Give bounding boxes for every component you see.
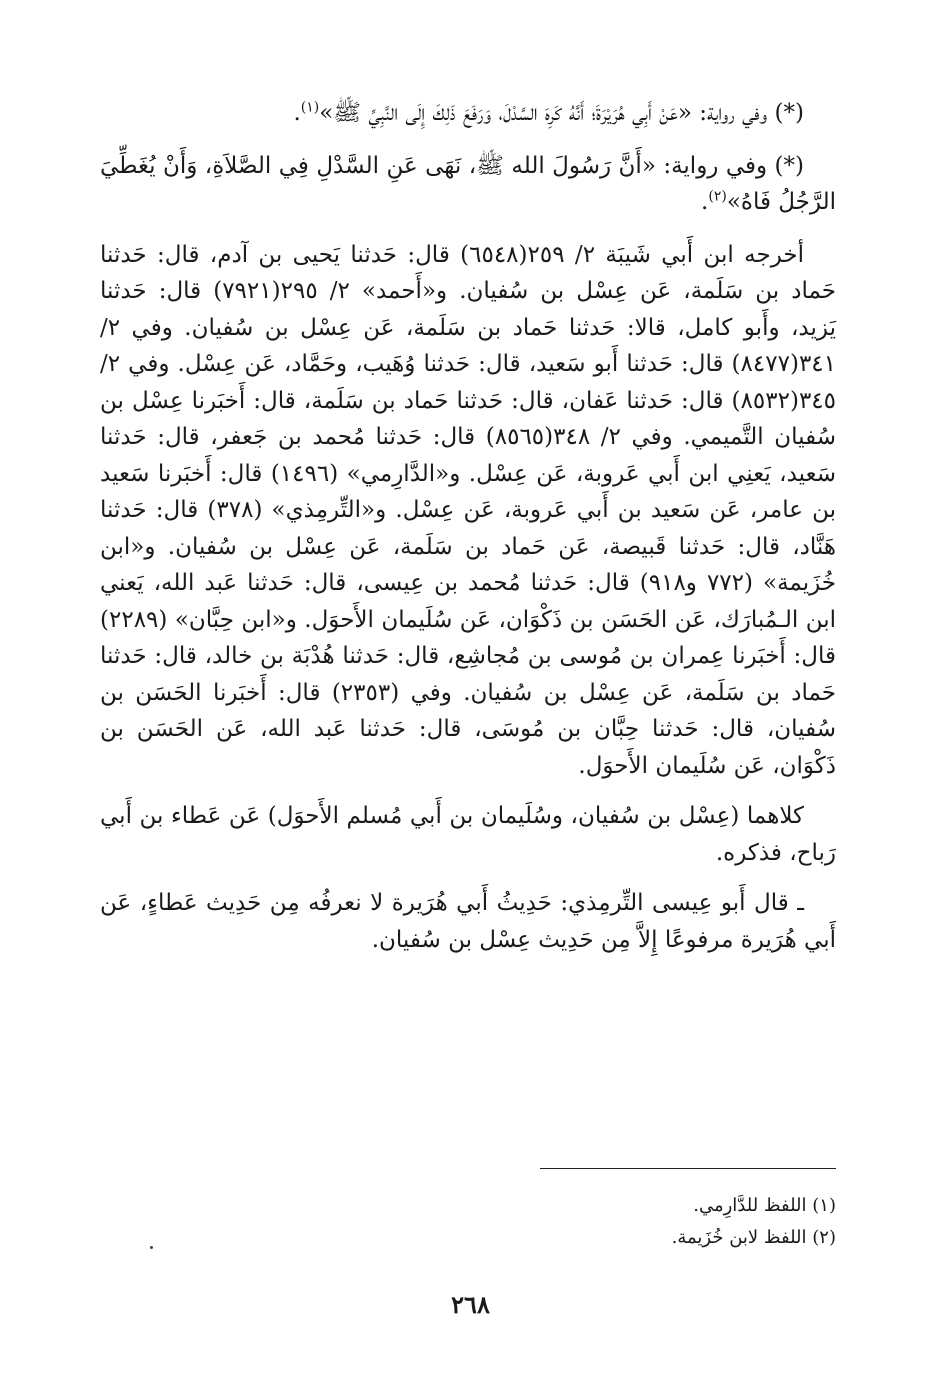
paragraph-riwaya-2 — [100, 148, 836, 221]
paragraph-riwaya-1 — [100, 95, 836, 132]
paragraph-end: . — [293, 100, 301, 126]
paragraph-text: كلاهما (عِسْل بن سُفيان، وسُلَيمان بن أَبي مُسلم الأَحوَل) عَن عَطاء بن أَبي رَباح، فذكره. — [100, 803, 836, 866]
footnote-1: (١) اللفظ للدَّارِمي. — [693, 1195, 836, 1216]
paragraph-text: (*) وفي رواية: «أَنَّ رَسُولَ الله ﷺ، نَهَى عَنِ السَّدْلِ فِي الصَّلاَةِ، وَأَنْ يُغَطِّيَ الرَّجُلُ فَاهُ» — [100, 152, 836, 215]
page-number: ٢٦٨ — [451, 1290, 490, 1319]
paragraph-tirmidhi-comment — [100, 885, 836, 958]
paragraph-text: (*) وفي رواية: «عَنْ أَبِي هُرَيْرَةَ؛ أَنَّهُ كَرِهَ السَّدْلَ، وَرَفَعَ ذَلِكَ إِلَى النَّبِيِّ ﷺ» — [319, 100, 804, 126]
paragraph-end: . — [701, 189, 709, 215]
paragraph-text: ـ قال أَبو عِيسى التِّرمِذي: حَدِيثُ أَبي هُرَيرة لا نعرفُه مِن حَدِيث عَطاءٍ، عَن أَبي هُرَيرة مرفوعًا إِلاَّ مِن حَدِيث عِسْل بن سُفيان. — [100, 890, 836, 953]
paragraph-text: أخرجه ابن أَبي شَيبَة ٢/ ٢٥٩(٦٥٤٨) قال: حَدثنا يَحيى بن آدم، قال: حَدثنا حَماد بن سَلَمة، عَن عِسْل بن سُفيان. و«أَحمد» ٢/ ٢٩٥(٧٩٢١) قال: حَدثنا يَزيد، وأَبو كامل، قالا: حَدثنا حَماد بن سَلَمة، عَن عِسْل بن سُفيان. وفي ٢/ ٣٤١(٨٤٧٧) قال: حَدثنا أَبو سَعيد، قال: حَدثنا وُهَيب، وحَمَّاد، عَن عِسْل. وفي ٢/ ٣٤٥(٨٥٣٢) قال: حَدثنا عَفان، قال: حَدثنا حَماد بن سَلَمة، قال: أَخبَرنا عِسْل بن سُفيان التَّميمي. وفي ٢/ ٣٤٨(٨٥٦٥) قال: حَدثنا مُحمد بن جَعفر، قال: حَدثنا سَعيد، يَعنِي ابن أَبي عَروبة، عَن عِسْل. و«الدَّارِمي» (١٤٩٦) قال: أَخبَرنا سَعيد بن عامر، عَن سَعيد بن أَبي عَروبة، عَن عِسْل. و«التِّرمِذي» (٣٧٨) قال: حَدثنا هَنَّاد، قال: حَدثنا قَبيصة، عَن حَماد بن سَلَمة، عَن عِسْل بن سُفيان. و«ابن خُزَيمة» (٧٧٢ و٩١٨) قال: حَدثنا مُحمد بن عِيسى، قال: حَدثنا عَبد الله، يَعني ابن الـمُبارَك، عَن الحَسَن بن ذَكْوَان، عَن سُلَيمان الأَحوَل. و«ابن حِبَّان» (٢٢٨٩) قال: أَخبَرنا عِمران بن مُوسى بن مُجاشِع، قال: حَدثنا هُدْبَة بن خالد، قال: حَدثنا حَماد بن سَلَمة، عَن عِسْل بن سُفيان. وفي (٢٣٥٣) قال: أَخبَرنا الحَسَن بن سُفيان، قال: حَدثنا حِبَّان بن مُوسَى، قال: حَدثنا عَبد الله، عَن الحَسَن بن ذَكْوَان، عَن سُلَيمان الأَحوَل. — [100, 241, 837, 779]
stray-dot — [150, 1246, 153, 1249]
main-text — [100, 95, 836, 972]
footnote-ref-1: (١) — [300, 99, 320, 116]
footnote-divider — [540, 1168, 836, 1169]
paragraph-kilahuma — [100, 798, 836, 871]
footnotes — [100, 1190, 836, 1254]
paragraph-takhrij — [100, 237, 836, 785]
footnote-ref-2: (٢) — [708, 188, 727, 205]
footnote-2: (٢) اللفظ لابن خُزَيمة. — [671, 1227, 836, 1248]
